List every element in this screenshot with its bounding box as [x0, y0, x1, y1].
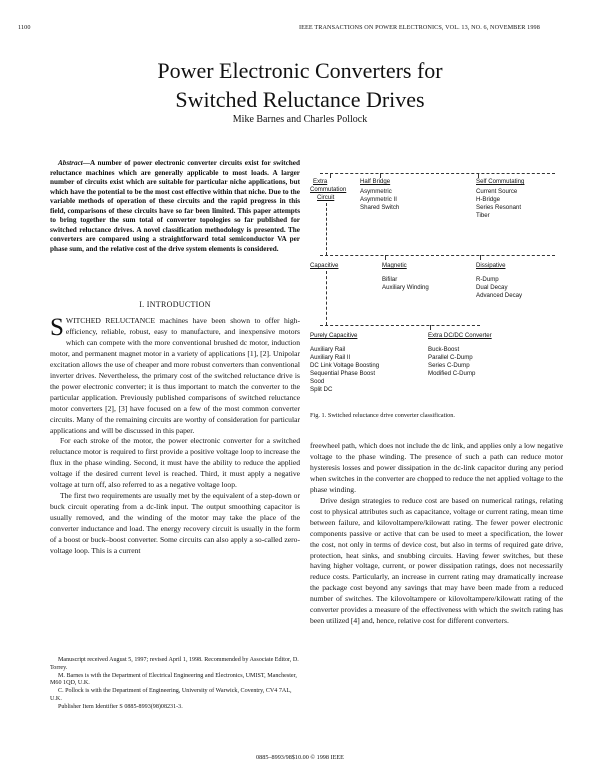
fig-dissipative: Dissipative — [476, 262, 506, 269]
fig-magnetic-item: Bifilar — [382, 276, 398, 283]
footnote-barnes: M. Barnes is with the Department of Electrical Engineering and Electronics, UMIST, Manchester, M60 1QD, U.K. — [50, 672, 297, 687]
fig-extra-dcdc: Extra DC/DC Converter — [428, 332, 492, 339]
authors: Mike Barnes and Charles Pollock — [232, 114, 368, 125]
fig-cap-item: Sood — [310, 378, 325, 385]
fig-dcdc-item: Parallel C-Dump — [428, 354, 473, 361]
footnote-received: Manuscript received August 5, 1997; revised April 1, 1998. Recommended by Associate Editor, D. Torrey. — [50, 657, 299, 671]
connector-tick — [330, 173, 331, 178]
fig-dissipative-item: R-Dump — [476, 276, 499, 283]
abstract — [50, 159, 300, 254]
bottom-connector-line — [320, 325, 480, 326]
page-number: 1100 — [18, 24, 31, 31]
fig-cap-item: Split DC — [310, 386, 333, 393]
footnote-identifier: Publisher Item Identifier S 0885-8993(98)08231-3. — [58, 703, 183, 710]
copyright-footer: 0885–8993/98$10.00 © 1998 IEEE — [256, 754, 344, 761]
classification-figure — [310, 170, 565, 408]
right-paragraph-1: freewheel path, which does not include the dc link, and applies only a low negative voltage to the phase winding. The presence of such a path can reduce motor hysteresis losses and power dissipation in the dc-link capacitor during any period when switches in the converter are chopped to reduce the net applied voltage to the phase winding. — [310, 441, 563, 494]
fig-hb-item: Asymmetric II — [360, 196, 397, 203]
intro-paragraph-3: The first two requirements are usually met by the equivalent of a step-down or buck circuit operating from a dc-link input. The output smoothing capacitor is usually removed, and the winding of the motor may take the place of the converter inductance and load. The energy recovery circuit is usually in the form of a boost or buck–boost converter. Some circuits can also apply a so-called zero-voltage loop. This is a current — [50, 491, 300, 556]
journal-header: IEEE TRANSACTIONS ON POWER ELECTRONICS, VOL. 13, NO. 6, NOVEMBER 1998 — [299, 24, 540, 31]
fig-hb-item: Shared Switch — [360, 204, 400, 211]
left-column — [50, 316, 300, 557]
abstract-text: A number of power electronic converter circuits exist for switched reluctance machines which are generally applicable to most loads. A larger number of circuits exist which are suitable for particular niche applications, but which have the potential to be the most cost effective within that niche. Due to the variable methods of operation of these circuits and the rapid progress in this field, comparisons of these circuits have so far been limited. This paper attempts to bring together the sum total of converter topologies so far published for switched reluctance drives. A novel classification methodology is presented. The converters are compared using a straightforward total semiconductor VA per phase sum, and the relative cost of the drive system elements is considered. — [50, 159, 300, 253]
fig-cap-item: Auxiliary Rail II — [310, 354, 351, 361]
connector-tick — [385, 255, 386, 260]
footnote-pollock: C. Pollock is with the Department of Engineering, University of Warwick, Coventry, CV4 7AL, U.K. — [50, 688, 292, 702]
right-paragraph-2: Drive design strategies to reduce cost are based on numerical ratings, relating cost to physical attributes such as capacitance, voltage or current rating, mean time between failure, and kilovoltampere/kilowatt rating. The fewer power electronic components passive or active that can be used to meet a specification, the lower the cost, not only in terms of device cost, but also in terms of required gate drive, protection, heat sinks, and snubbing circuits. Having fewer switches, but these having higher voltage, current, or power dissipation ratings, does not necessarily reduce costs. Particularly, an increase in current rating may dramatically increase the package cost beyond any savings that may have been made from a reduced number of switches. The kilovoltampere or kilovoltampere/kilowatt rating of the converter provides a measure of the effectiveness with which the switch rating has been utilized [4] and, hence, relative cost for different converters. — [310, 495, 563, 626]
fig-magnetic-item: Auxiliary Winding — [382, 284, 429, 291]
fig-extra-label: Extra — [313, 178, 328, 185]
fig-capacitive: Capacitive — [310, 262, 339, 269]
intro-p1-text: WITCHED RELUCTANCE machines have been shown to offer high-efficiency, reliable, robust, easy to manufacture, and inexpensive motors which can compete with the more conventional brushed dc motor, induction motor, and permanent magnet motor in a variety of applications [1], [2]. Unipolar excitation allows the use of cheaper and more robust converters than conventional inverter drives. Nevertheless, the primary cost of the switched reluctance drive is the power electronic converter; it is thus important to match the converter to the particular application. Previously published comparisons of switched reluctance motor converters [2], [3] have focused on a few of the most common converter circuits. Many of the remaining circuits are worthy of consideration for particular applications and will be discussed in this paper. — [50, 316, 300, 435]
fig-dcdc-item: Series C-Dump — [428, 362, 470, 369]
intro-paragraph-2: For each stroke of the motor, the power electronic converter for a switched reluctance motor is required to first provide a positive voltage loop to increase the flux in the phase winding. Second, it must have the ability to reduce the applied voltage if the desired current level is reached. Third, it must apply a negative voltage at turn off, also referred to as a negative voltage loop. — [50, 436, 300, 490]
vertical-connector — [326, 203, 327, 255]
title-line-2: Switched Reluctance Drives — [175, 87, 425, 112]
mid-connector-line — [320, 255, 555, 256]
abstract-label: Abstract— — [58, 159, 90, 167]
fig-cap-item: DC Link Voltage Boosting — [310, 362, 380, 369]
fig-dcdc-item: Buck-Boost — [428, 346, 460, 353]
fig-self-item: Tiber — [476, 212, 490, 219]
top-connector-line — [320, 173, 555, 174]
figure-caption: Fig. 1. Switched reluctance drive converter classification. — [310, 412, 455, 419]
fig-cap-item: Auxiliary Rail — [310, 346, 346, 353]
vertical-connector — [326, 271, 327, 325]
fig-cap-item: Sequential Phase Boost — [310, 370, 376, 377]
footnotes — [50, 657, 300, 712]
drop-cap: S — [50, 314, 64, 341]
fig-self-item: H-Bridge — [476, 196, 501, 203]
fig-dcdc-item: Modified C-Dump — [428, 370, 476, 377]
fig-half-bridge: Half Bridge — [360, 178, 391, 185]
fig-self-item: Series Resonant — [476, 204, 522, 211]
paper-title — [0, 56, 600, 114]
fig-magnetic: Magnetic — [382, 262, 407, 269]
intro-paragraph-1 — [50, 316, 300, 436]
title-line-1: Power Electronic Converters for — [157, 58, 443, 83]
connector-tick — [430, 325, 431, 330]
section-heading: I. INTRODUCTION — [139, 300, 211, 309]
fig-hb-item: Asymmetric — [360, 188, 392, 195]
fig-commutation-label: Commutation — [310, 186, 347, 193]
fig-dissipative-item: Dual Decay — [476, 284, 508, 291]
fig-purely-capacitive: Purely Capacitive — [310, 332, 358, 339]
connector-tick — [480, 255, 481, 260]
fig-dissipative-item: Advanced Decay — [476, 292, 523, 299]
fig-self-item: Current Source — [476, 188, 518, 195]
fig-circuit-label: Circuit — [317, 194, 335, 201]
right-column — [310, 441, 563, 627]
fig-self-commutating: Self Commutating — [476, 178, 525, 185]
